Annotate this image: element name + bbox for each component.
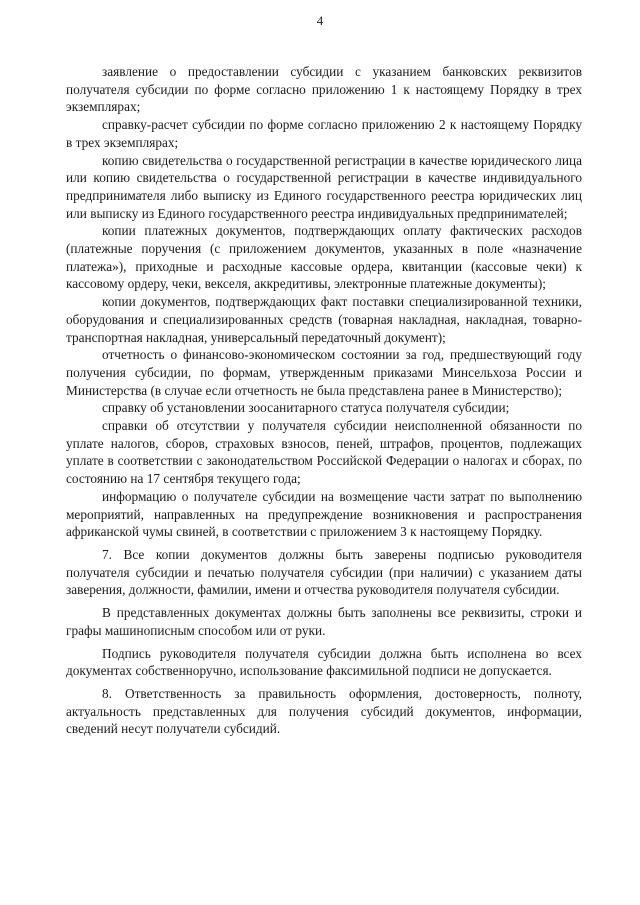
paragraph-application: заявление о предоставлении субсидии с указанием банковских реквизитов получателя субсидии по форме согласно приложению 1 к настоящему Порядку в трех экземплярах; xyxy=(66,64,582,115)
paragraph-delivery-documents: копии документов, подтверждающих факт поставки специализированной техники, оборудования и специализированных средств (товарная накладная, накладная, товарно-транспортная накладная, универсальный передаточный документ); xyxy=(66,294,582,345)
paragraph-recipient-information: информацию о получателе субсидии на возмещение части затрат по выполнению мероприятий, направленных на предупреждение возникновения и распространения африканской чумы свиней, в соответствии с приложением 3 к настоящему Порядку. xyxy=(66,488,582,540)
paragraph-registration-certificate: копию свидетельства о государственной регистрации в качестве юридического лица или копию свидетельства о государственной регистрации в качестве индивидуального предпринимателя либо выписку из Единого государственного реестра юридических лиц или выписку из Единого государственного реестра индивидуальных предпринимателей; xyxy=(66,152,582,221)
paragraph-requisites: В представленных документах должны быть заполнены все реквизиты, строки и графы машинописным способом или от руки. xyxy=(66,605,582,638)
paragraph-payment-documents: копии платежных документов, подтверждающих оплату фактических расходов (платежные поручения (с приложением документов, указанных в поле «назначение платежа»), приходные и расходные кассовые ордера, квитанции (кассовые чеки) к кассовому ордеру, чеки, векселя, аккредитивы, электронные платежные документы); xyxy=(66,223,582,292)
page-number: 4 xyxy=(316,13,324,28)
paragraph-tax-certificate: справки об отсутствии у получателя субсидии неисполненной обязанности по уплате налогов, сборов, страховых взносов, пеней, штрафов, процентов, подлежащих уплате в соответствии с законодательством Российской Федерации о налогах и сборах, по состоянию на 17 сентября текущего года; xyxy=(66,418,582,487)
paragraph-financial-report: отчетность о финансово-экономическом состоянии за год, предшествующий году получения субсидии, по формам, утвержденным приказами Минсельхоза России и Министерства (в случае если отчетность не была представлена ранее в Министерство); xyxy=(66,347,582,398)
document-body xyxy=(66,63,582,738)
paragraph-section-7: 7. Все копии документов должны быть заверены подписью руководителя получателя субсидии и печатью получателя субсидии (при наличии) с указанием даты заверения, должности, фамилии, имени и отчества руководителя получателя субсидии. xyxy=(66,546,582,598)
paragraph-section-8: 8. Ответственность за правильность оформления, достоверность, полноту, актуальность представленных для получения субсидий документов, информации, сведений несут получатели субсидий. xyxy=(66,685,582,737)
paragraph-calculation: справку-расчет субсидии по форме согласно приложению 2 к настоящему Порядку в трех экземплярах; xyxy=(66,117,582,150)
paragraph-zoosanitary-status: справку об установлении зоосанитарного статуса получателя субсидии; xyxy=(102,400,510,416)
paragraph-signature: Подпись руководителя получателя субсидии должна быть исполнена во всех документах собственноручно, использование факсимильной подписи не допускается. xyxy=(66,645,582,679)
